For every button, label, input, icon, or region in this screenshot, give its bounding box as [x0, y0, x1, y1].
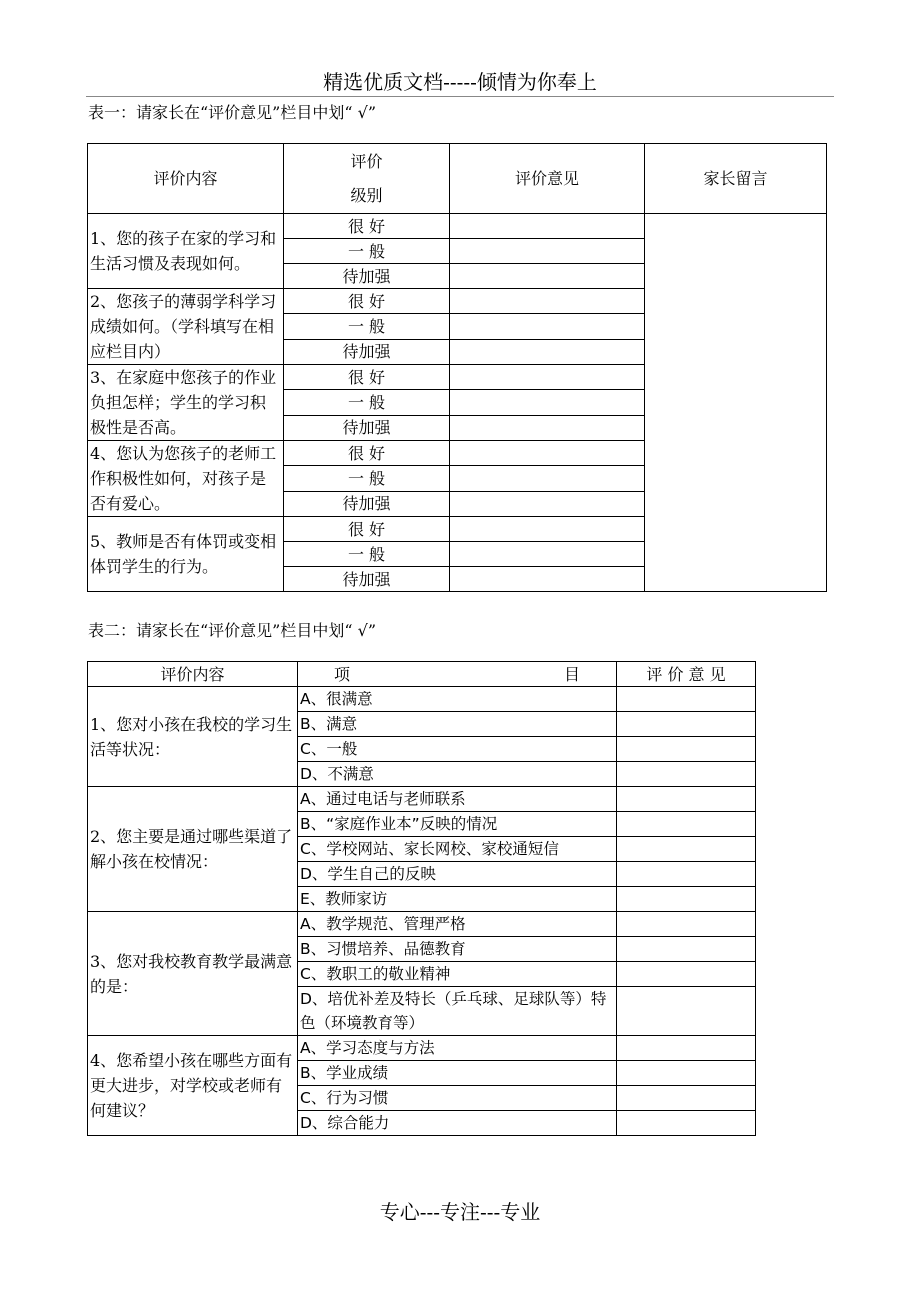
opinion-cell[interactable]	[617, 1086, 756, 1111]
opinion-cell[interactable]	[617, 887, 756, 912]
header-level-bottom: 级别	[350, 185, 383, 205]
page-footer: 专心---专注---专业	[379, 1200, 541, 1224]
option-cell: A、通过电话与老师联系	[298, 787, 617, 812]
option-cell: D、综合能力	[298, 1111, 617, 1136]
level-cell: 待加强	[284, 339, 450, 364]
header-opinion: 评价意见	[450, 144, 645, 214]
opinion-cell[interactable]	[450, 415, 645, 440]
opinion-cell[interactable]	[617, 812, 756, 837]
header-comment: 家长留言	[645, 144, 827, 214]
opinion-cell[interactable]	[617, 1036, 756, 1061]
option-cell: A、很满意	[298, 687, 617, 712]
question-cell: 3、您对我校教育教学最满意的是：	[88, 912, 298, 1036]
option-cell: C、教职工的敬业精神	[298, 962, 617, 987]
opinion-cell[interactable]	[450, 214, 645, 239]
parent-comment-cell[interactable]	[645, 214, 827, 592]
table2-caption: 表二：请家长在“评价意见”栏目中划“ √”	[88, 621, 377, 640]
opinion-cell[interactable]	[617, 1061, 756, 1086]
opinion-cell[interactable]	[450, 264, 645, 289]
option-cell: D、学生自己的反映	[298, 862, 617, 887]
opinion-cell[interactable]	[617, 962, 756, 987]
opinion-cell[interactable]	[617, 787, 756, 812]
evaluation-table-2	[87, 661, 756, 1136]
header-level	[284, 144, 450, 214]
question-cell: 4、您认为您孩子的老师工作积极性如何，对孩子是否有爱心。	[88, 441, 284, 517]
opinion-cell[interactable]	[617, 837, 756, 862]
option-cell: B、学业成绩	[298, 1061, 617, 1086]
level-cell: 很 好	[284, 289, 450, 314]
option-cell: A、教学规范、管理严格	[298, 912, 617, 937]
opinion-cell[interactable]	[617, 737, 756, 762]
opinion-cell[interactable]	[450, 542, 645, 567]
header-item	[298, 662, 617, 687]
level-cell: 待加强	[284, 415, 450, 440]
opinion-cell[interactable]	[617, 712, 756, 737]
option-cell: C、学校网站、家长网校、家校通短信	[298, 837, 617, 862]
header-item-left: 项	[334, 664, 351, 684]
opinion-cell[interactable]	[450, 289, 645, 314]
level-cell: 待加强	[284, 264, 450, 289]
question-cell: 5、教师是否有体罚或变相体罚学生的行为。	[88, 517, 284, 592]
header-divider	[86, 96, 834, 97]
level-cell: 很 好	[284, 214, 450, 239]
option-cell: E、教师家访	[298, 887, 617, 912]
opinion-cell[interactable]	[617, 862, 756, 887]
opinion-cell[interactable]	[450, 517, 645, 542]
option-cell: B、满意	[298, 712, 617, 737]
header-content: 评价内容	[88, 662, 298, 687]
opinion-cell[interactable]	[450, 365, 645, 390]
opinion-cell[interactable]	[450, 339, 645, 364]
level-cell: 一 般	[284, 239, 450, 264]
level-cell: 很 好	[284, 365, 450, 390]
opinion-cell[interactable]	[617, 762, 756, 787]
opinion-cell[interactable]	[617, 987, 756, 1036]
opinion-cell[interactable]	[450, 314, 645, 339]
opinion-cell[interactable]	[450, 567, 645, 592]
question-cell: 1、您对小孩在我校的学习生活等状况：	[88, 687, 298, 787]
option-cell: D、培优补差及特长（乒乓球、足球队等）特色（环境教育等）	[298, 987, 617, 1036]
header-content: 评价内容	[88, 144, 284, 214]
level-cell: 一 般	[284, 542, 450, 567]
question-cell: 1、您的孩子在家的学习和生活习惯及表现如何。	[88, 214, 284, 289]
question-cell: 2、您孩子的薄弱学科学习成绩如何。（学科填写在相应栏目内）	[88, 289, 284, 365]
level-cell: 待加强	[284, 567, 450, 592]
level-cell: 一 般	[284, 390, 450, 415]
opinion-cell[interactable]	[450, 441, 645, 466]
opinion-cell[interactable]	[450, 491, 645, 516]
opinion-cell[interactable]	[617, 912, 756, 937]
opinion-cell[interactable]	[617, 687, 756, 712]
level-cell: 一 般	[284, 314, 450, 339]
option-cell: C、行为习惯	[298, 1086, 617, 1111]
question-cell: 3、在家庭中您孩子的作业负担怎样；学生的学习积极性是否高。	[88, 365, 284, 441]
opinion-cell[interactable]	[450, 390, 645, 415]
opinion-cell[interactable]	[617, 937, 756, 962]
option-cell: B、“家庭作业本”反映的情况	[298, 812, 617, 837]
opinion-cell[interactable]	[450, 466, 645, 491]
option-cell: B、习惯培养、品德教育	[298, 937, 617, 962]
level-cell: 很 好	[284, 517, 450, 542]
level-cell: 很 好	[284, 441, 450, 466]
option-cell: C、一般	[298, 737, 617, 762]
table1-caption: 表一：请家长在“评价意见”栏目中划“ √”	[88, 103, 377, 122]
evaluation-table-1	[87, 143, 827, 592]
level-cell: 一 般	[284, 466, 450, 491]
level-cell: 待加强	[284, 491, 450, 516]
question-cell: 2、您主要是通过哪些渠道了解小孩在校情况：	[88, 787, 298, 912]
header-level-top: 评价	[350, 151, 383, 171]
question-cell: 4、您希望小孩在哪些方面有更大进步，对学校或老师有何建议？	[88, 1036, 298, 1136]
header-opinion: 评 价 意 见	[617, 662, 756, 687]
header-item-right: 目	[563, 664, 580, 684]
option-cell: A、学习态度与方法	[298, 1036, 617, 1061]
opinion-cell[interactable]	[450, 239, 645, 264]
opinion-cell[interactable]	[617, 1111, 756, 1136]
page-header: 精选优质文档-----倾情为你奉上	[323, 70, 597, 94]
option-cell: D、不满意	[298, 762, 617, 787]
